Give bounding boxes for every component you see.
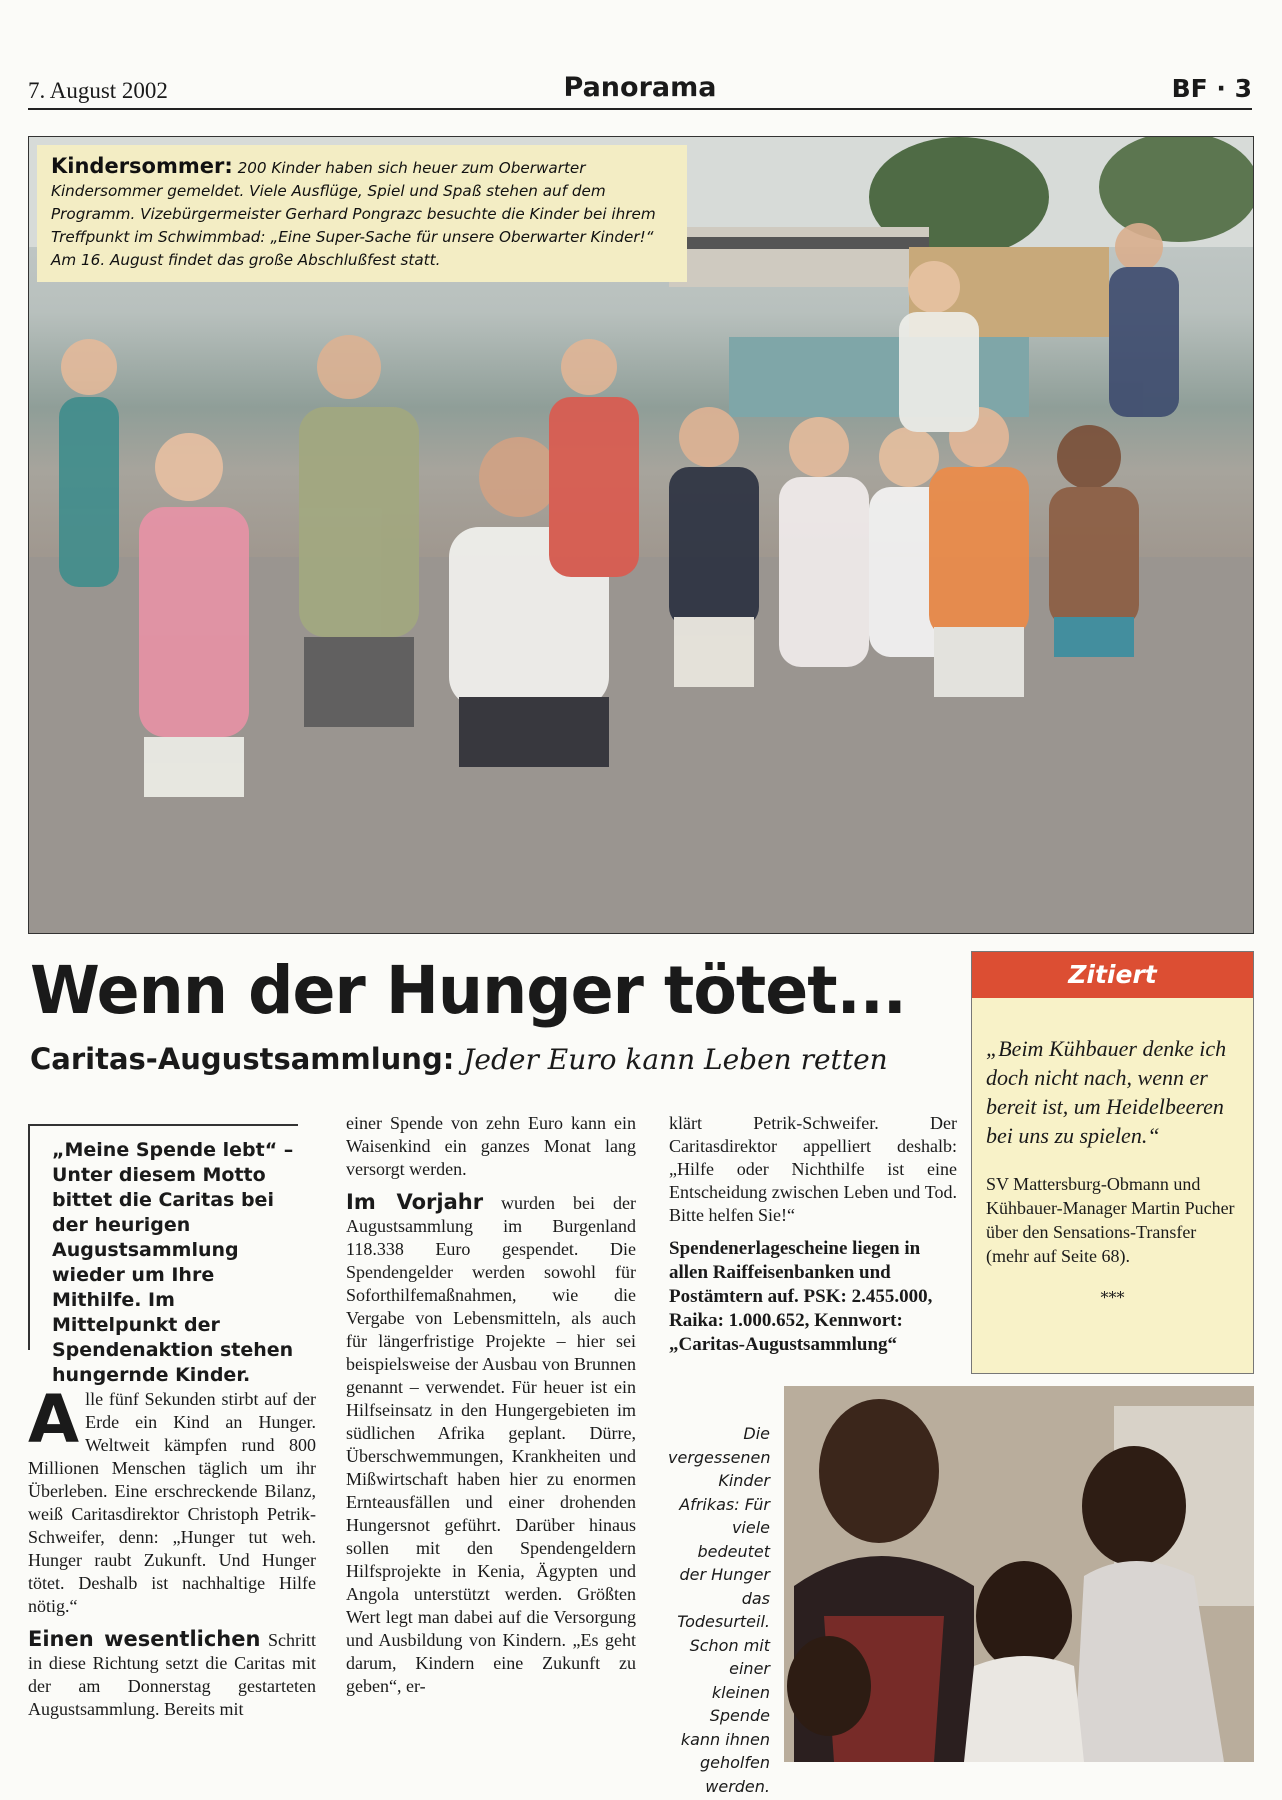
issue-date: 7. August 2002	[28, 78, 168, 103]
donation-info: Spendenerlagescheine liegen in allen Raiffeisenbanken und Postämtern auf. PSK: 2.455.000, Raika: 1.000.652, Kennwort: „Caritas-Augustsammlung“	[669, 1238, 933, 1355]
paragraph: einer Spende von zehn Euro kann ein Waisenkind ein ganzes Monat lang versorgt werden.	[346, 1113, 636, 1179]
paragraph: klärt Petrik-Schweifer. Der Caritasdirektor appelliert deshalb: „Hilfe oder Nichthilfe ist eine Entscheidung zwischen Leben und Tod. Bitte helfen Sie!“	[669, 1113, 957, 1225]
quote-box	[971, 951, 1254, 1374]
subhead-keyword: Caritas-Augustsammlung:	[30, 1042, 455, 1076]
quote-text: „Beim Kühbauer denke ich doch nicht nach, wenn er bereit ist, um Heidelbeeren bei uns zu spielen.“	[986, 1036, 1227, 1148]
article-column-2	[346, 1112, 636, 1708]
run-in-heading: Einen wesentlichen	[28, 1627, 261, 1651]
bottom-photo-caption: Die vergessenen Kinder Afrikas: Für viele bedeutet der Hunger das Todesurteil. Schon mit einer kleinen Spende kann ihnen geholfen werden.	[668, 1424, 771, 1796]
top-photo-caption	[37, 145, 687, 282]
page-number: BF · 3	[1171, 74, 1252, 103]
africa-children-photo	[784, 1386, 1254, 1762]
paragraph: Alle fünf Sekunden stirbt auf der Erde ein Kind an Hunger. Weltweit kämpfen rund 800 Millionen Menschen täglich um ihr Überleben. Eine erschreckende Bilanz, weiß Caritasdirektor Christoph Petrik-Schweifer, denn: „Hunger tut weh. Hunger raubt Zukunft. Und Hunger tötet. Deshalb ist nachhaltige Hilfe nötig.“	[28, 1381, 316, 1616]
run-in-heading: Im Vorjahr	[346, 1190, 484, 1214]
caption-keyword: Kindersommer:	[51, 154, 233, 178]
section-title: Panorama	[563, 72, 717, 103]
paragraph: Einen wesentlichen Schritt in diese Richtung setzt die Caritas mit der am Donnerstag gestarteten Augustsammlung. Bereits mit	[28, 1627, 317, 1719]
article-headline: Wenn der Hunger tötet...	[30, 952, 906, 1029]
photo-africa-illustration	[784, 1386, 1254, 1762]
quote-separator: ***	[1100, 1288, 1125, 1307]
page-header	[28, 70, 1252, 110]
kindersommer-photo	[28, 136, 1254, 934]
paragraph: Im Vorjahr wurden bei der Augustsammlung im Burgenland 118.338 Euro gespendet. Die Spendengelder werden sowohl für Soforthilfemaßnahmen, wie die Vergabe von Lebensmitteln, als auch für längerfristige Projekte – hier sei beispielsweise der Ausbau von Brunnen genannt – verwendet. Für heuer ist ein Hilfseinsatz in den Hungergebieten im südlichen Afrika geplant. Dürre, Überschwemmungen, Krankheiten und Mißwirtschaft haben hier zu enormen Ernteausfällen und einer drohenden Hungersnot geführt. Darüber hinaus sollen mit den Spendengeldern Hilfsprojekte in Kenia, Ägypten und Angola unterstützt werden. Größten Wert legt man dabei auf die Versorgung und Ausbildung von Kindern. „Es geht darum, Kindern eine Zukunft zu geben“, er-	[346, 1190, 636, 1696]
quote-box-title: Zitiert	[972, 952, 1253, 998]
drop-cap: A	[28, 1381, 80, 1458]
quote-source: SV Mattersburg-Obmann und Kühbauer-Manager Martin Pucher über den Sensations-Transfer (mehr auf Seite 68).	[986, 1174, 1235, 1266]
article-subhead	[30, 1042, 888, 1076]
subhead-text: Jeder Euro kann Leben retten	[454, 1043, 888, 1076]
article-column-3	[669, 1112, 957, 1367]
caption-text: 200 Kinder haben sich heuer zum Oberwarter Kindersommer gemeldet. Viele Ausflüge, Spiel und Spaß stehen auf dem Programm. Vizebürgermeister Gerhard Pongrazc besuchte die Kinder bei ihrem Treffpunkt im Schwimmbad: „Eine Super-Sache für unsere Oberwarter Kinder!“ Am 16. August findet das große Abschlußfest statt.	[51, 159, 656, 269]
article-column-1	[28, 1381, 317, 1731]
article-lead: „Meine Spende lebt“ – Unter diesem Motto bittet die Caritas bei der heurigen Augustsammlung wieder um Ihre Mithilfe. Im Mittelpunkt der Spendenaktion stehen hungernde Kinder.	[28, 1124, 298, 1350]
